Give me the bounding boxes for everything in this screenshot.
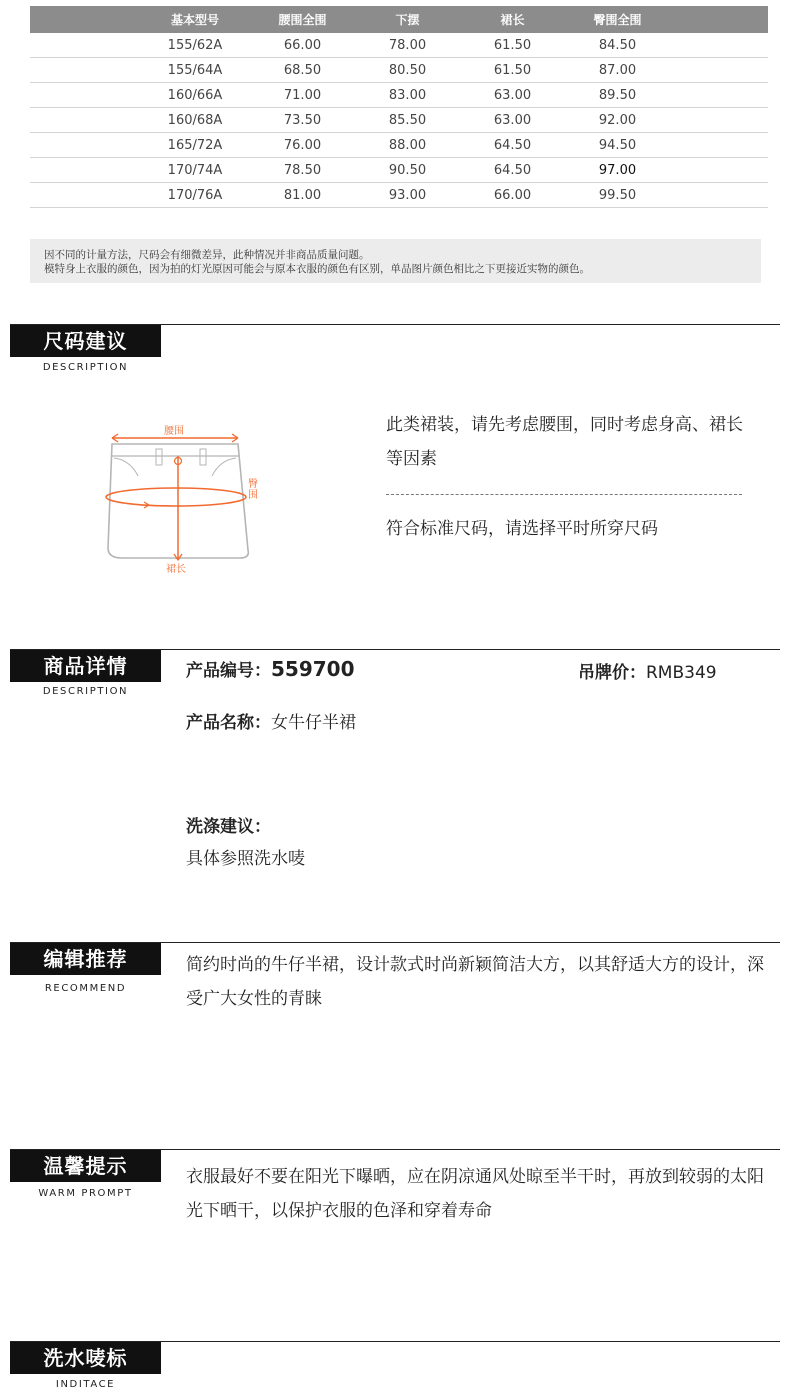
product-name-label: 产品名称： — [186, 713, 271, 733]
table-cell: 90.50 — [355, 158, 460, 183]
table-cell: 78.00 — [355, 33, 460, 58]
table-cell: 73.50 — [250, 108, 355, 133]
product-code-value: 559700 — [271, 657, 355, 681]
table-cell: 94.50 — [565, 133, 670, 158]
table-cell: 160/68A — [140, 108, 250, 133]
section-subtitle-product-detail: DESCRIPTION — [42, 686, 129, 697]
table-cell: 170/74A — [140, 158, 250, 183]
table-row — [30, 108, 768, 133]
size-table-header-hem: 下摆 — [355, 6, 460, 33]
belt-loop-icon — [156, 449, 162, 465]
table-cell: 80.50 — [355, 58, 460, 83]
table-cell: 71.00 — [250, 83, 355, 108]
size-advice-text: 此类裙装，请先考虑腰围，同时考虑身高、裙长等因素 — [386, 415, 743, 469]
table-cell: 81.00 — [250, 183, 355, 208]
section-subtitle-care-label: INDITACE — [55, 1379, 116, 1390]
measurement-note — [30, 239, 761, 283]
warm-prompt-text: 衣服最好不要在阳光下曝晒，应在阴凉通风处晾至半干时，再放到较弱的太阳光下晒干，以保护衣服的色泽和穿着寿命 — [186, 1167, 764, 1221]
table-cell: 87.00 — [565, 58, 670, 83]
size-table-header-spacer — [30, 6, 140, 33]
section-title-size-advice: 尺码建议 — [10, 325, 161, 357]
waist-label: 腰围 — [164, 426, 184, 437]
table-cell: 64.50 — [460, 133, 565, 158]
pocket-right — [212, 458, 236, 476]
table-cell: 92.00 — [565, 108, 670, 133]
size-table-header-length: 裙长 — [460, 6, 565, 33]
table-cell: 155/64A — [140, 58, 250, 83]
dashed-divider — [386, 494, 742, 495]
table-cell: 64.50 — [460, 158, 565, 183]
table-cell: 93.00 — [355, 183, 460, 208]
table-row — [30, 33, 768, 58]
size-table-header-model: 基本型号 — [140, 6, 250, 33]
table-cell: 160/66A — [140, 83, 250, 108]
note-line-2: 模特身上衣服的颜色，因为拍的灯光原因可能会与原本衣服的颜色有区别，单品图片颜色相比之下更接近实物的颜色。 — [44, 263, 590, 275]
product-code — [186, 656, 355, 681]
pocket-left — [114, 458, 138, 476]
hip-ellipse — [106, 488, 246, 506]
hip-label-char: 围 — [248, 490, 258, 501]
product-name-value: 女牛仔半裙 — [271, 713, 356, 733]
table-cell: 61.50 — [460, 58, 565, 83]
table-cell: 76.00 — [250, 133, 355, 158]
table-cell: 66.00 — [460, 183, 565, 208]
table-cell: 89.50 — [565, 83, 670, 108]
hip-label — [248, 478, 258, 501]
table-row — [30, 83, 768, 108]
size-table-header-spacer-end — [670, 6, 768, 33]
table-row — [30, 158, 768, 183]
table-cell: 63.00 — [460, 108, 565, 133]
size-table-header-waist: 腰围全围 — [250, 6, 355, 33]
tag-price-label: 吊牌价： — [578, 663, 646, 683]
wash-label: 洗涤建议： — [186, 817, 271, 837]
product-name — [186, 708, 356, 733]
size-table — [30, 6, 768, 208]
table-cell: 84.50 — [565, 33, 670, 58]
section-subtitle-recommend: RECOMMEND — [44, 983, 127, 994]
section-title-recommend: 编辑推荐 — [10, 943, 161, 975]
tag-price-value: RMB349 — [646, 663, 717, 683]
wash-value: 具体参照洗水唛 — [186, 849, 305, 869]
belt-loop-icon — [200, 449, 206, 465]
recommend-text: 简约时尚的牛仔半裙，设计款式时尚新颖简洁大方，以其舒适大方的设计，深受广大女性的青睐 — [186, 955, 764, 1009]
table-cell: 66.00 — [250, 33, 355, 58]
table-cell: 155/62A — [140, 33, 250, 58]
size-advice-standard: 符合标准尺码，请选择平时所穿尺码 — [386, 519, 658, 539]
table-cell: 97.00 — [565, 158, 670, 183]
table-cell: 68.50 — [250, 58, 355, 83]
section-subtitle-warm-prompt: WARM PROMPT — [38, 1188, 133, 1199]
section-title-care-label: 洗水唛标 — [10, 1342, 161, 1374]
note-line-1: 因不同的计量方法，尺码会有细微差异，此种情况并非商品质量问题。 — [44, 249, 370, 261]
section-title-warm-prompt: 温馨提示 — [10, 1150, 161, 1182]
table-row — [30, 183, 768, 208]
size-table-header-hip: 臀围全围 — [565, 6, 670, 33]
section-title-product-detail: 商品详情 — [10, 650, 161, 682]
table-cell: 165/72A — [140, 133, 250, 158]
table-cell: 88.00 — [355, 133, 460, 158]
hip-label-char: 臀 — [248, 479, 258, 490]
length-label: 裙长 — [166, 564, 186, 575]
table-cell: 99.50 — [565, 183, 670, 208]
table-cell: 78.50 — [250, 158, 355, 183]
tag-price — [578, 658, 717, 683]
product-code-label: 产品编号： — [186, 661, 271, 681]
table-cell: 83.00 — [355, 83, 460, 108]
section-subtitle-size-advice: DESCRIPTION — [42, 362, 129, 373]
size-table-header-row — [30, 6, 768, 33]
table-row — [30, 133, 768, 158]
table-row — [30, 58, 768, 83]
skirt-measurement-diagram — [100, 420, 270, 578]
table-cell: 61.50 — [460, 33, 565, 58]
table-cell: 170/76A — [140, 183, 250, 208]
table-cell: 63.00 — [460, 83, 565, 108]
table-cell: 85.50 — [355, 108, 460, 133]
